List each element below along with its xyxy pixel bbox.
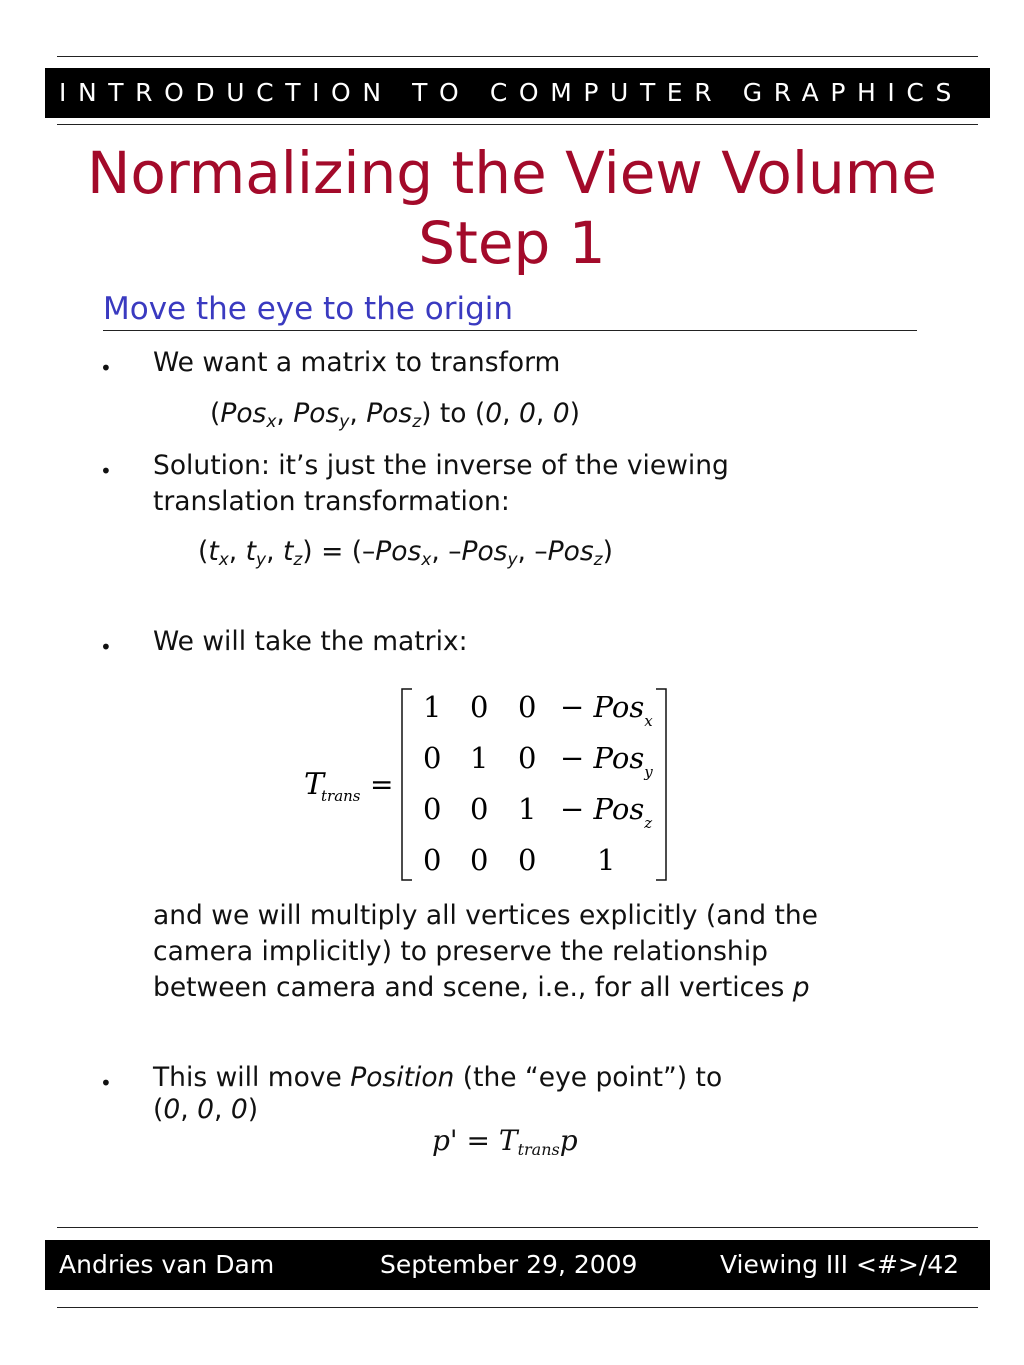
translation-formula: ($t_x$, $t_y$, $t_z) = (-Pos_x$, –Pos$_y$, –Pos$_z$) xyxy=(198,536,613,570)
footer-date: September 29, 2009 xyxy=(380,1250,638,1279)
translation-matrix xyxy=(290,684,690,884)
bullet-1-text: We want a matrix to transform xyxy=(153,347,561,378)
header-bottom-rule xyxy=(57,124,978,125)
subtitle: Move the eye to the origin xyxy=(103,291,514,327)
footer-bottom-rule xyxy=(57,1307,978,1308)
matrix-cell: 0 xyxy=(423,792,442,826)
matrix-cell: − Pos$_x$ xyxy=(560,690,653,730)
header-bar xyxy=(45,68,990,118)
footer-author: Andries van Dam xyxy=(59,1250,275,1279)
course-title: INTRODUCTION TO COMPUTER GRAPHICS xyxy=(59,78,963,107)
final-formula: $p' = T_{trans}p$ xyxy=(432,1124,578,1159)
bullet-dot: • xyxy=(100,1071,112,1095)
matrix-cell: 1 xyxy=(470,741,489,775)
bullet-dot: • xyxy=(100,635,112,659)
slide-title xyxy=(0,138,1024,278)
matrix-cell: − Pos$_z$ xyxy=(560,792,653,832)
left-bracket xyxy=(402,689,412,880)
matrix-cell: 0 xyxy=(423,741,442,775)
matrix-cell: 1 xyxy=(597,843,616,877)
title-line-1: Normalizing the View Volume xyxy=(87,139,937,207)
bullet-2-line-1: Solution: it’s just the inverse of the viewing xyxy=(153,450,729,481)
matrix-equals: = xyxy=(370,768,394,801)
bullet-dot: • xyxy=(100,459,112,483)
paragraph-line-2: camera implicitly) to preserve the relationship xyxy=(153,936,768,967)
title-line-2: Step 1 xyxy=(418,209,606,277)
header-top-rule xyxy=(57,56,978,57)
matrix-lhs: T xyxy=(304,767,325,802)
matrix-cell: 0 xyxy=(423,843,442,877)
bullet-2-line-2: translation transformation: xyxy=(153,486,510,517)
matrix-cell: 0 xyxy=(518,690,537,724)
matrix-lhs-subscript: trans xyxy=(321,787,361,805)
matrix-cell: 0 xyxy=(470,690,489,724)
paragraph-line-3: between camera and scene, i.e., for all vertices p xyxy=(153,972,810,1003)
bullet-3-text: We will take the matrix: xyxy=(153,626,468,657)
bullet-dot: • xyxy=(100,356,112,380)
footer-bar xyxy=(45,1240,990,1290)
bullet-4-line-1: This will move Position (the “eye point”) to xyxy=(153,1062,723,1093)
transform-formula: (Pos$_x$, Pos$_y$, Pos$_z$) to (0, 0, 0) xyxy=(210,398,580,432)
footer-top-rule xyxy=(57,1227,978,1228)
matrix-cells xyxy=(423,690,653,877)
right-bracket xyxy=(656,689,666,880)
matrix-cell: − Pos$_y$ xyxy=(560,741,653,781)
matrix-cell: 0 xyxy=(518,741,537,775)
footer-slide-number: Viewing III <#>/42 xyxy=(720,1250,960,1279)
matrix-cell: 0 xyxy=(518,843,537,877)
matrix-cell: 1 xyxy=(423,690,442,724)
subtitle-rule xyxy=(103,330,917,331)
bullet-4-line-2: (0, 0, 0) xyxy=(153,1094,259,1125)
matrix-cell: 0 xyxy=(470,843,489,877)
matrix-cell: 1 xyxy=(518,792,537,826)
matrix-cell: 0 xyxy=(470,792,489,826)
paragraph-line-1: and we will multiply all vertices explicitly (and the xyxy=(153,900,818,931)
